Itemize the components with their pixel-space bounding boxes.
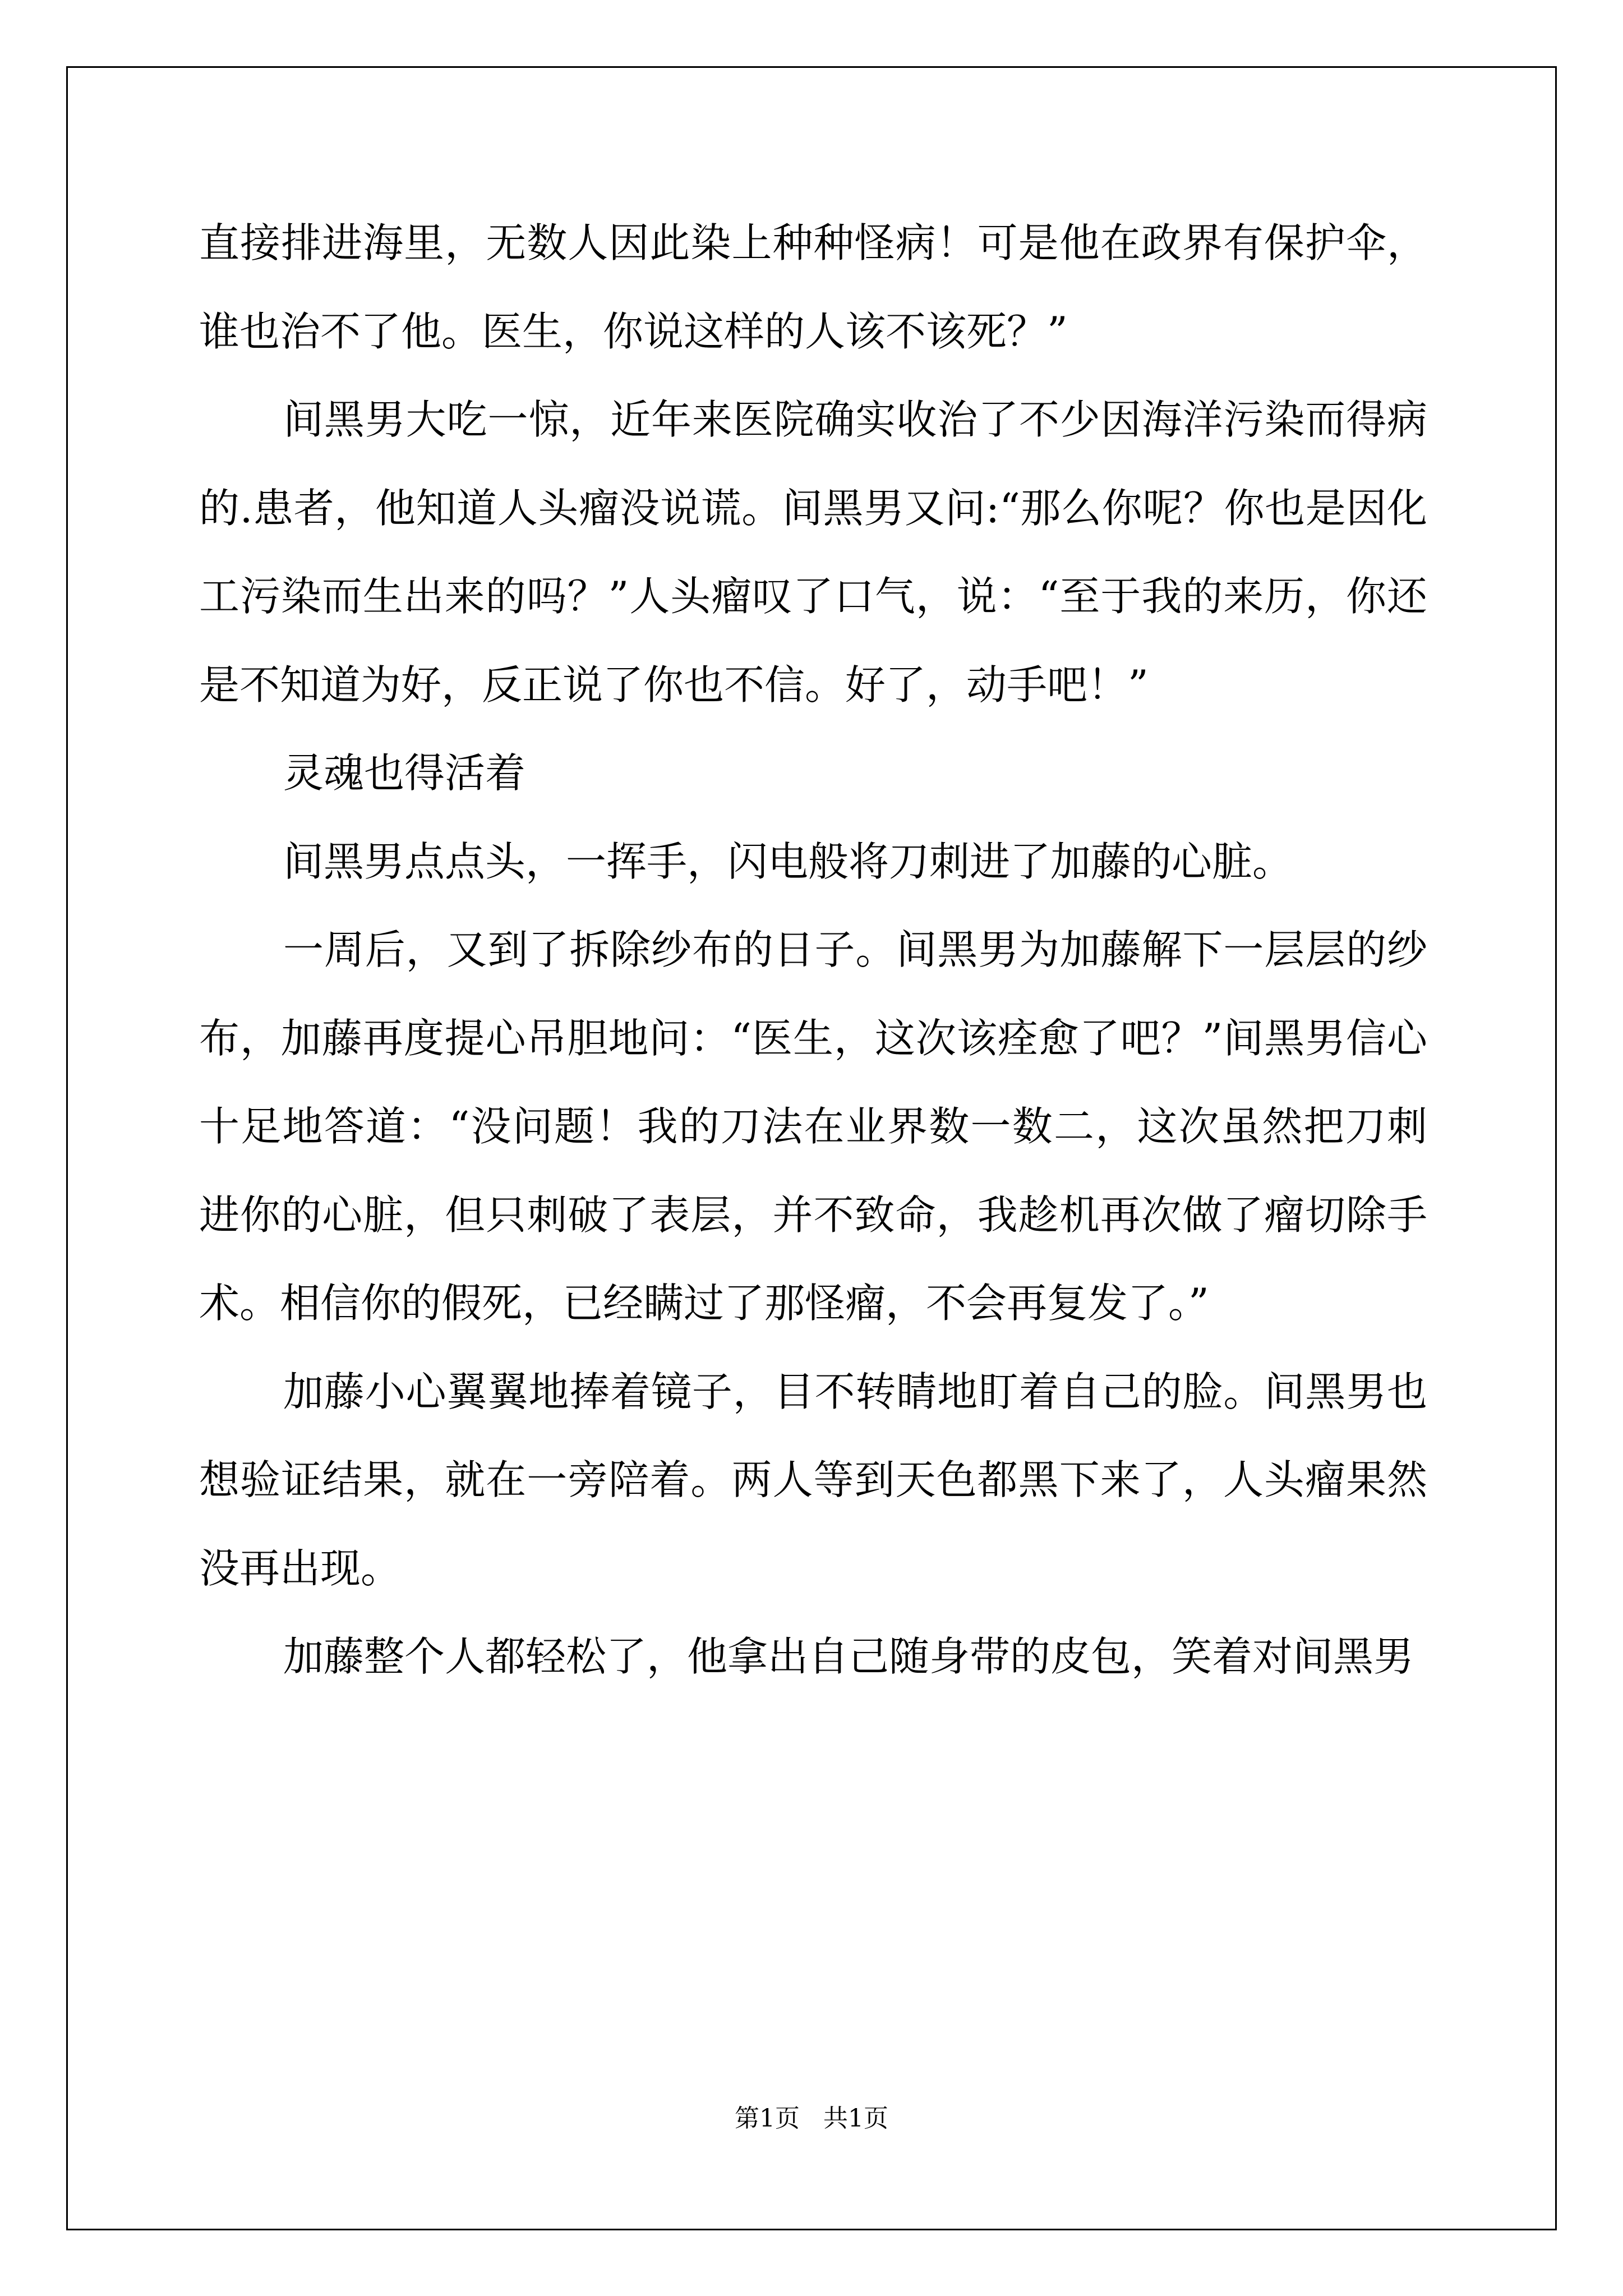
paragraph: 间黑男大吃一惊，近年来医院确实收治了不少因海洋污染而得病的.患者，他知道人头瘤没说谎。间黑男又问:“那么你呢？你也是因化工污染而生出来的吗？”人头瘤叹了口气，说：“至于我的来历，你还是不知道为好，反正说了你也不信。好了，动手吧！” xyxy=(199,396,1427,708)
paragraph: 加藤整个人都轻松了，他拿出自己随身带的皮包，笑着对间黑男 xyxy=(283,1633,1414,1680)
page-footer xyxy=(0,2102,1623,2136)
paragraph: 一周后，又到了拆除纱布的日子。间黑男为加藤解下一层层的纱布，加藤再度提心吊胆地问：“医生，这次该痊愈了吧？”间黑男信心十足地答道：“没问题！我的刀法在业界数一数二，这次虽然把刀刺进你的心脏，但只刺破了表层，并不致命，我趁机再次做了瘤切除手术。相信你的假死，已经瞒过了那怪瘤，不会再复发了。” xyxy=(199,926,1427,1327)
page-number: 第1页 共1页 xyxy=(735,2104,888,2133)
paragraph: 加藤小心翼翼地捧着镜子，目不转睛地盯着自己的脸。间黑男也想验证结果，就在一旁陪着。两人等到天色都黑下来了，人头瘤果然没再出现。 xyxy=(199,1368,1427,1592)
section-heading: 灵魂也得活着 xyxy=(283,749,526,797)
document-body xyxy=(199,199,1427,1701)
paragraph: 直接排进海里，无数人因此染上种种怪病！可是他在政界有保护伞，谁也治不了他。医生，你说这样的人该不该死？” xyxy=(199,219,1427,355)
paragraph: 间黑男点点头，一挥手，闪电般将刀刺进了加藤的心脏。 xyxy=(283,838,1293,885)
